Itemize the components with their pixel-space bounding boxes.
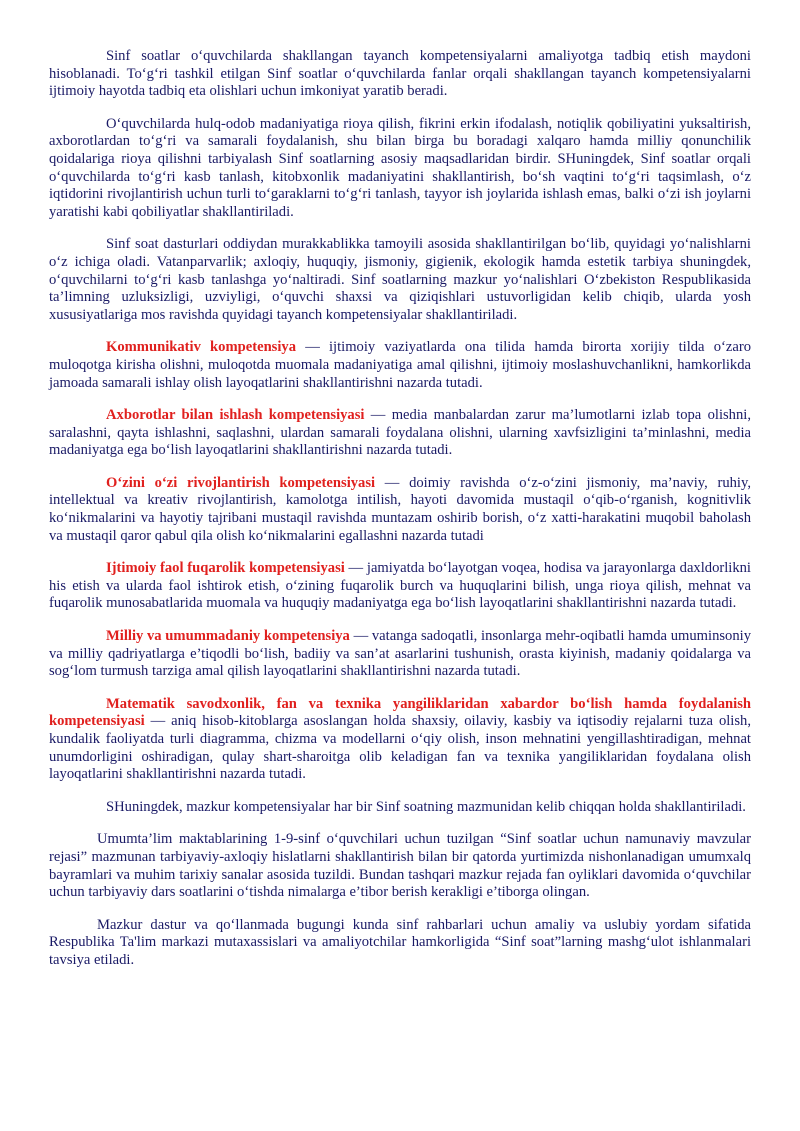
term-heading: O‘zini o‘zi rivojlantirish kompetensiyasi	[106, 474, 376, 491]
term-heading: Kommunikativ kompetensiya	[106, 339, 297, 356]
term-heading: Ijtimoiy faol fuqarolik kompetensiyasi	[106, 560, 345, 577]
paragraph-text: — media manbalardan zarur ma’lumotlarni izlab topa olishni, saralashni, qayta ishlashni, saqlashni, ulardan samarali foydalana olishni, ularning xavfsizligini ta’minlashni, media madaniyatga ega bo‘lish layoqatlarini shakllantirishni nazarda tutadi.	[49, 407, 751, 459]
paragraph-text: — ijtimoiy vaziyatlarda ona tilida hamda birorta xorijiy tilda o‘zaro muloqotga kirisha olishni, muloqotda muomala madaniyatiga amal qilishni, ijtimoiy moslashuvchanlikni, hamkorlikda jamoada samarali ishlay olish layoqatlarini shakllantirishni nazarda tutadi.	[49, 339, 751, 391]
paragraph-2	[49, 116, 751, 222]
paragraph-information	[49, 407, 751, 460]
paragraph-11	[49, 831, 751, 901]
paragraph-10	[49, 799, 751, 817]
paragraph-text: O‘quvchilarda hulq-odob madaniyatiga rioya qilish, fikrini erkin ifodalash, notiqlik qobiliyatini yuksaltirish, axborotlardan to‘g‘ri va samarali foydalanish, shu bilan birga bu boradagi xalqaro hamda milliy qonunchilik qoidalariga rioya qilishni tarbiyalash Sinf soatlarning asosiy maqsadlaridan birdir. SHuningdek, Sinf soatlar orqali o‘quvchilarda to‘g‘ri kasb tanlash, kitobxonlik madaniyatini shakllantirish, bo‘sh vaqtini to‘g‘ri taqsimlash, o‘z iqtidorini rivojlantirish uchun turli to‘garaklarni to‘g‘ri tanlash, tayyor ish joylarida ishlash emas, balki o‘zi ish joylarni yaratishi kabi qobiliyatlar shakllantiriladi.	[49, 115, 751, 220]
paragraph-text: — jamiyatda bo‘layotgan voqea, hodisa va jarayonlarga daxldorlikni his etish va ularda faol ishtirok etish, o‘zining fuqarolik burch va huquqlarini bilish, unga rioya qilish, mehnat va fuqarolik munosabatlarida muomala va huquqiy madaniyatga ega bo‘lish layoqatlarini shakllantirishni nazarda tutadi.	[49, 560, 751, 612]
paragraph-text: — doimiy ravishda o‘z-o‘zini jismoniy, ma’naviy, ruhiy, intellektual va kreativ rivojlantirish, kamolotga intilish, hayoti davomida mustaqil o‘qib-o‘rganish, kognitivlik ko‘nikmalarini va hayotiy tajribani mustaqil ravishda muntazam oshirib borish, o‘z xatti-harakatini muqobil baholash va mustaqil qaror qabul qila olish ko‘nikmalarini egallashni nazarda tutadi	[49, 474, 751, 544]
paragraph-civic	[49, 560, 751, 613]
paragraph-3	[49, 236, 751, 324]
paragraph-self-development	[49, 475, 751, 545]
paragraph-communicative	[49, 339, 751, 392]
paragraph-1	[49, 48, 751, 101]
paragraph-text: Sinf soat dasturlari oddiydan murakkablikka tamoyili asosida shakllantirilgan bo‘lib, quyidagi yo‘nalishlarni o‘z ichiga oladi. Vatanparvarlik; axloqiy, huquqiy, jismoniy, gigienik, ekologik hamda estetik tarbiya shuningdek, o‘quvchilarni to‘g‘ri kasb tanlashga yo‘naltiradi. Sinf soatlarning mazkur yo‘nalishlari O‘zbekiston Respublikasida ta’limning uzluksizligi, uzviyligi, o‘quvchi shaxsi va qiziqishlari ustuvorligidan kelib chiqib, ularda yosh xususiyatlariga mos ravishda quyidagi tayanch kompetensiyalar shakllantiriladi.	[49, 236, 751, 323]
paragraph-text: Sinf soatlar o‘quvchilarda shakllangan tayanch kompetensiyalarni amaliyotga tadbiq etish maydoni hisoblanadi. To‘g‘ri tashkil etilgan Sinf soatlar o‘quvchilarda fanlar orqali shakllangan tayanch kompetensiyalarni ijtimoiy hayotda tadbiq eta olishlari uchun imkoniyat yaratib beradi.	[49, 48, 751, 100]
paragraph-12	[49, 917, 751, 970]
term-heading: Axborotlar bilan ishlash kompetensiyasi	[106, 407, 365, 424]
paragraph-math-literacy	[49, 696, 751, 784]
term-heading: Milliy va umummadaniy kompetensiya	[106, 628, 350, 645]
paragraph-text: — vatanga sadoqatli, insonlarga mehr-oqibatli hamda umuminsoniy va milliy qadriyatlarga e’tiqodli bo‘lish, badiiy va san’at asarlarini tushunish, orasta kiyinish, madaniy qoidalarga va sog‘lom turmush tarziga amal qilish layoqatlarini shakllantirishni nazarda tutadi.	[49, 628, 752, 680]
paragraph-text: Umumta’lim maktablarining 1-9-sinf o‘quvchilari uchun tuzilgan “Sinf soatlar uchun namunaviy mavzular rejasi” mazmunan tarbiyaviy-axloqiy hislatlarni shakllantirish bilan bir qatorda yurtimizda nishonlanadigan umumxalq bayramlari va muhim tarixiy sanalar asosida tuzildi. Bundan tashqari mazkur rejada fan oyliklari davomida o‘quvchilar uchun tarbiyaviy dars soatlarini o‘tishda nimalarga e’tibor berish kerakligi e’tiborga olingan.	[49, 831, 751, 901]
paragraph-text: — aniq hisob-kitoblarga asoslangan holda shaxsiy, oilaviy, kasbiy va iqtisodiy rejalarni tuza olish, kundalik faoliyatda turli diagramma, chizma va modellarni o‘qiy olish, inson mehnatini yengillashtiradigan, mehnat unumdorligini oshiradigan, qulay shart-sharoitga olib keladigan fan va texnika yangiliklaridan foydalana olish layoqatlarini shakllantirishni nazarda tutadi.	[49, 713, 751, 783]
paragraph-text: SHuningdek, mazkur kompetensiyalar har bir Sinf soatning mazmunidan kelib chiqqan holda shakllantiriladi.	[106, 798, 746, 815]
paragraph-cultural	[49, 628, 751, 681]
term-heading: Matematik savodxonlik, fan va texnika yangiliklaridan xabardor bo‘lish hamda foydalanish kompetensiyasi	[49, 695, 751, 730]
paragraph-text: Mazkur dastur va qo‘llanmada bugungi kunda sinf rahbarlari uchun amaliy va uslubiy yordam sifatida Respublika Ta'lim markazi mutaxassislari va amaliyotchilar hamkorligida “Sinf soat”larning mashg‘ulot ishlanmalari tavsiya etiladi.	[49, 916, 751, 968]
